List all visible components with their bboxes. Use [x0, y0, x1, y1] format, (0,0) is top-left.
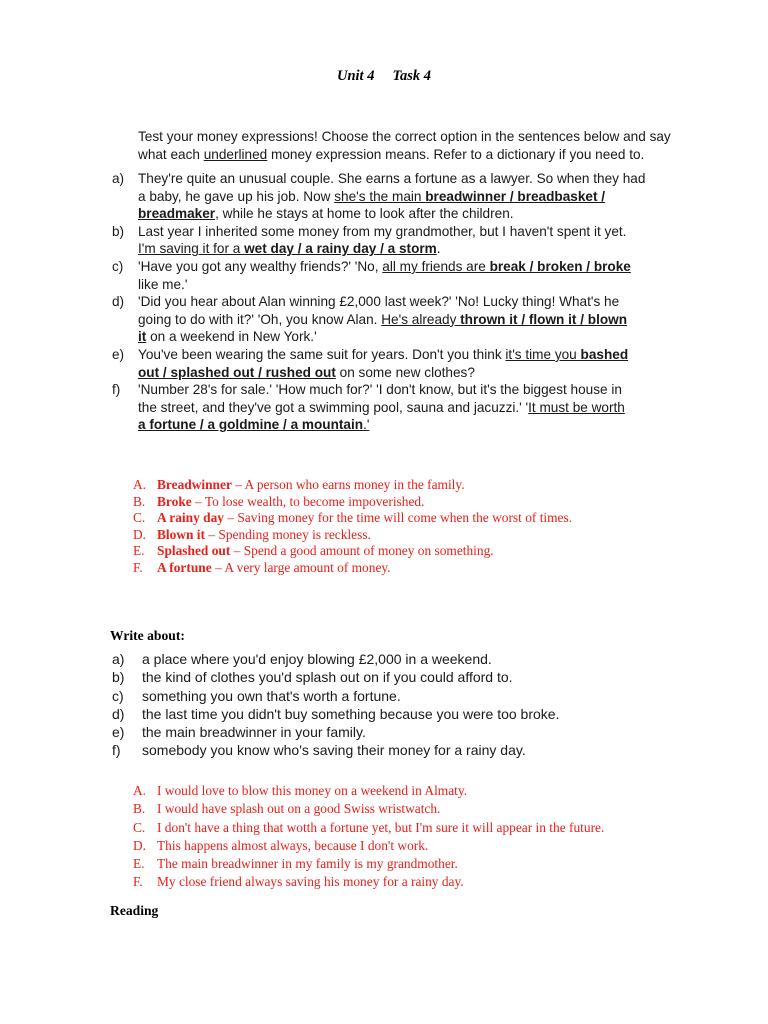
instructions-line-1: Test your money expressions! Choose the correct option in the sentences below and say	[138, 129, 671, 144]
answers-meanings	[0, 477, 572, 577]
option-choice: breadwinner / breadbasket /	[425, 188, 606, 204]
unit-label: Unit 4	[336, 68, 375, 84]
list-item: E. Splashed out – Spend a good amount of money on something.	[133, 543, 494, 559]
list-item: C. A rainy day – Saving money for the time will come when the worst of times.	[133, 510, 573, 526]
list-item: A. Breadwinner – A person who earns money in the family.	[133, 477, 465, 492]
exercise-sentences	[112, 170, 692, 434]
write-about-heading: Write about:	[110, 628, 185, 643]
list-item: F. A fortune – A very large amount of money.	[133, 559, 391, 575]
list-item: D. Blown it – Spending money is reckless.	[133, 526, 371, 542]
underlined-word: underlined	[203, 146, 268, 162]
list-item: d) 'Did you hear about Alan winning £2,000 last week?' 'No! Lucky thing! What's he going to do with it?' 'Oh, you know Alan. He's already thrown it / flown it / blown it on a weekend in New York.'	[112, 294, 628, 345]
list-item: e) the main breadwinner in your family.	[112, 724, 366, 741]
option-choice: breadmaker	[138, 206, 216, 222]
page-title	[0, 68, 768, 85]
instructions-line-2: what each underlined money expression means. Refer to a dictionary if you need to.	[138, 146, 645, 162]
list-item: A. I would love to blow this money on a weekend in Almaty.	[133, 783, 468, 798]
list-item: a) a place where you'd enjoy blowing £2,000 in a weekend.	[112, 651, 492, 667]
list-item: B. Broke – To lose wealth, to become impoverished.	[133, 493, 425, 509]
answer-term: Breadwinner	[157, 477, 232, 492]
list-item: f) somebody you know who's saving their money for a rainy day.	[112, 742, 526, 759]
list-item: c) something you own that's worth a fortune.	[112, 687, 401, 704]
answer-term: Blown it	[157, 526, 205, 542]
list-item: C. I don't have a thing that wotth a fortune yet, but I'm sure it will appear in the future.	[133, 819, 605, 835]
list-item: b) the kind of clothes you'd splash out on if you could afford to.	[112, 669, 513, 686]
list-item: D. This happens almost always, because I don't work.	[133, 837, 429, 853]
exercise-instructions	[138, 128, 678, 163]
list-item: c) 'Have you got any wealthy friends?' 'No, all my friends are break / broken / broke like me.'	[112, 258, 631, 292]
list-item: e) You've been wearing the same suit for years. Don't you think it's time you bashed out / splashed out / rushed out on some new clothes?	[112, 346, 629, 380]
write-about-list	[112, 650, 672, 760]
answer-term: Broke	[157, 493, 192, 509]
option-choice: a fortune / a goldmine / a mountain	[138, 417, 364, 433]
list-item: f) 'Number 28's for sale.' 'How much for?' 'I don't know, but it's the biggest house in the street, and they've got a swimming pool, sauna and jacuzzi.' 'It must be worth a fortune / a goldmine / a mountain.'	[112, 382, 625, 433]
list-item: b) Last year I inherited some money from my grandmother, but I haven't spent it yet. I'm saving it for a wet day / a rainy day / a storm.	[112, 223, 627, 257]
list-item: E. The main breadwinner in my family is my grandmother.	[133, 856, 458, 872]
answers-write-about	[0, 782, 604, 892]
option-choice: wet day / a rainy day / a storm	[244, 241, 437, 257]
list-item: F. My close friend always saving his money for a rainy day.	[133, 874, 464, 890]
option-choice: it	[138, 329, 147, 345]
option-choice: thrown it / flown it / blown	[460, 311, 628, 327]
answer-term: A fortune	[157, 559, 212, 575]
list-item: B. I would have splash out on a good Swiss wristwatch.	[133, 801, 441, 817]
task-label: Task 4	[392, 68, 431, 84]
option-choice: bashed	[580, 346, 629, 362]
option-choice: out / splashed out / rushed out	[138, 364, 336, 380]
answer-term: Splashed out	[157, 543, 231, 559]
list-item: a) They're quite an unusual couple. She earns a fortune as a lawyer. So when they had a baby, he gave up his job. Now she's the main breadwinner / breadbasket / breadmaker, while he stays at home to look after the children.	[112, 171, 646, 222]
option-choice: break / broken / broke	[489, 258, 631, 274]
reading-heading: Reading	[110, 903, 159, 918]
list-item: d) the last time you didn't buy something because you were too broke.	[112, 705, 560, 722]
answer-term: A rainy day	[157, 510, 224, 526]
